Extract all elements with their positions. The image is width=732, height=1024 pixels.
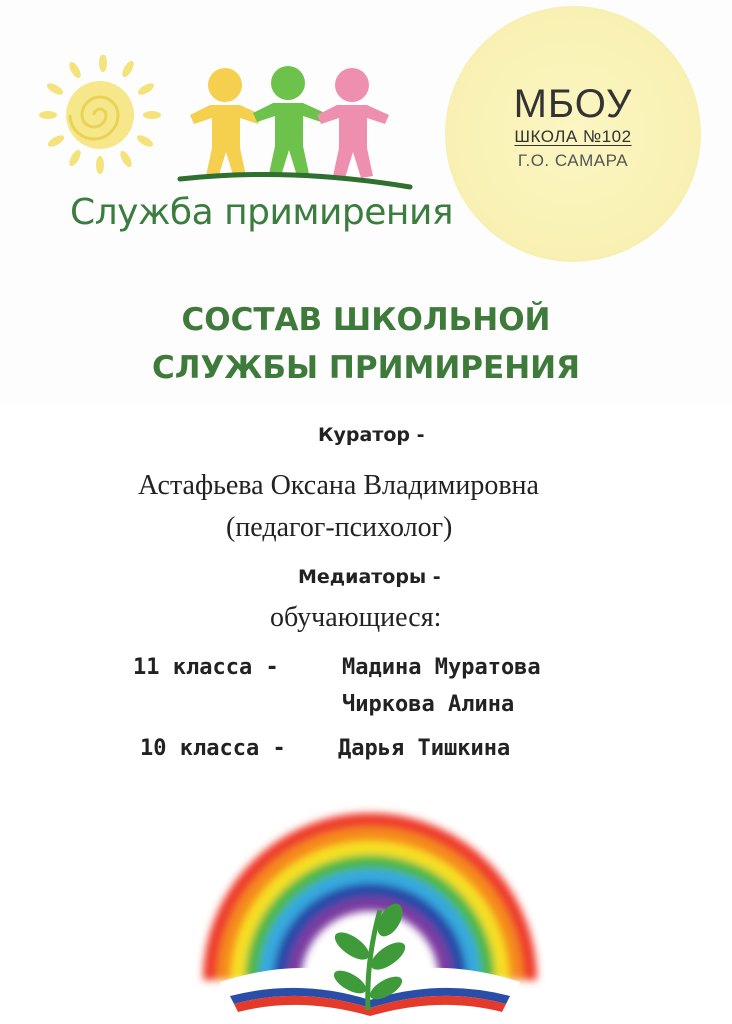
mediator-name: Дарья Тишкина: [338, 736, 511, 761]
mediator-name: Чиркова Алина: [342, 692, 515, 717]
curator-label: Куратор -: [318, 424, 425, 446]
curator-name: Астафьева Оксана Владимировна: [138, 470, 539, 501]
curator-role: (педагог-психолог): [226, 512, 453, 543]
logo-text: Служба примирения: [70, 192, 454, 233]
badge-title: МБОУ: [513, 82, 633, 126]
mediators-subtitle: обучающиеся:: [270, 602, 442, 633]
sun-and-children-logo-icon: [30, 55, 430, 205]
mediator-name: Мадина Муратова: [342, 655, 541, 680]
children-figures-icon: [180, 66, 410, 187]
mediator-grade-11: 11 класса -: [133, 655, 279, 680]
badge-city: Г.О. САМАРА: [517, 151, 629, 170]
rainbow-book-sprout-emblem: [180, 760, 560, 1020]
sun-icon: [39, 55, 161, 174]
page-title-line-1: СОСТАВ ШКОЛЬНОЙ: [181, 302, 551, 338]
mediator-grade-10: 10 класса -: [140, 736, 286, 761]
mediators-label: Медиаторы -: [298, 566, 441, 588]
school-badge: [445, 6, 701, 262]
badge-school-number: ШКОЛА №102: [514, 127, 632, 146]
page-title-line-2: СЛУЖБЫ ПРИМИРЕНИЯ: [152, 350, 580, 386]
